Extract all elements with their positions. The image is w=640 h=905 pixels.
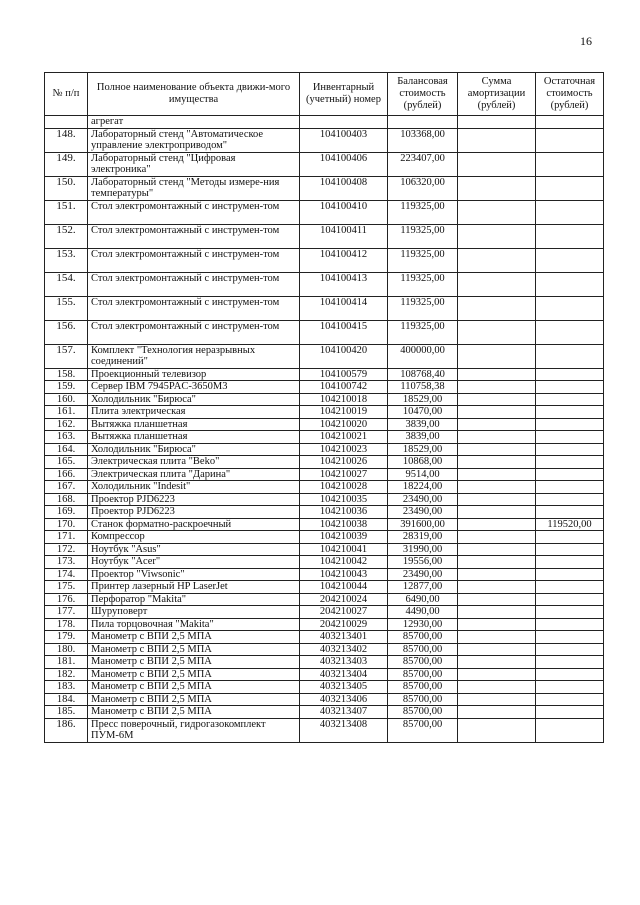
table-row bbox=[45, 443, 604, 456]
row-amortization bbox=[458, 493, 536, 506]
table-row bbox=[45, 393, 604, 406]
row-inventory-number: 104100406 bbox=[300, 152, 388, 176]
row-name: Стол электромонтажный с инструмен-том bbox=[88, 248, 300, 272]
row-name: Манометр с ВПИ 2,5 МПА bbox=[88, 656, 300, 669]
table-row bbox=[45, 556, 604, 569]
row-residual bbox=[536, 668, 604, 681]
row-number: 154. bbox=[45, 272, 88, 296]
row-balance: 85700,00 bbox=[388, 643, 458, 656]
table-row bbox=[45, 381, 604, 394]
row-number: 162. bbox=[45, 418, 88, 431]
row-inventory-number: 403213401 bbox=[300, 631, 388, 644]
row-balance: 106320,00 bbox=[388, 176, 458, 200]
page-number: 16 bbox=[580, 34, 592, 48]
table-row bbox=[45, 506, 604, 519]
row-balance: 31990,00 bbox=[388, 543, 458, 556]
row-amortization bbox=[458, 506, 536, 519]
row-inventory-number: 104100742 bbox=[300, 381, 388, 394]
row-balance: 119325,00 bbox=[388, 320, 458, 344]
row-number: 149. bbox=[45, 152, 88, 176]
row-balance: 12930,00 bbox=[388, 618, 458, 631]
row-balance: 119325,00 bbox=[388, 272, 458, 296]
row-inventory-number: 104100579 bbox=[300, 368, 388, 381]
table-row bbox=[45, 468, 604, 481]
row-name: Электрическая плита "Дарина" bbox=[88, 468, 300, 481]
row-inventory-number: 403213402 bbox=[300, 643, 388, 656]
row-number: 184. bbox=[45, 693, 88, 706]
col-header-amortization: Сумма амортизации (рублей) bbox=[458, 73, 536, 116]
row-amortization bbox=[458, 344, 536, 368]
row-balance: 23490,00 bbox=[388, 506, 458, 519]
row-residual bbox=[536, 481, 604, 494]
row-name: Манометр с ВПИ 2,5 МПА bbox=[88, 668, 300, 681]
row-name: Стол электромонтажный с инструмен-том bbox=[88, 200, 300, 224]
table-row bbox=[45, 618, 604, 631]
row-inventory-number: 104210028 bbox=[300, 481, 388, 494]
row-number: 178. bbox=[45, 618, 88, 631]
row-residual bbox=[536, 643, 604, 656]
table-row bbox=[45, 406, 604, 419]
row-amortization bbox=[458, 693, 536, 706]
row-name: Плита электрическая bbox=[88, 406, 300, 419]
col-header-balance: Балансовая стоимость (рублей) bbox=[388, 73, 458, 116]
row-number: 158. bbox=[45, 368, 88, 381]
row-residual bbox=[536, 248, 604, 272]
row-balance: 6490,00 bbox=[388, 593, 458, 606]
row-number: 166. bbox=[45, 468, 88, 481]
row-residual bbox=[536, 581, 604, 594]
row-number: 156. bbox=[45, 320, 88, 344]
row-inventory-number: 104210021 bbox=[300, 431, 388, 444]
row-residual bbox=[536, 456, 604, 469]
row-balance: 10868,00 bbox=[388, 456, 458, 469]
row-residual bbox=[536, 418, 604, 431]
row-number: 182. bbox=[45, 668, 88, 681]
row-inventory-number: 104100408 bbox=[300, 176, 388, 200]
row-residual bbox=[536, 272, 604, 296]
row-number: 172. bbox=[45, 543, 88, 556]
row-residual bbox=[536, 296, 604, 320]
row-residual bbox=[536, 543, 604, 556]
row-inventory-number: 204210027 bbox=[300, 606, 388, 619]
row-name: Вытяжка планшетная bbox=[88, 431, 300, 444]
col-header-residual: Остаточная стоимость (рублей) bbox=[536, 73, 604, 116]
row-number: 174. bbox=[45, 568, 88, 581]
row-number: 163. bbox=[45, 431, 88, 444]
row-balance: 9514,00 bbox=[388, 468, 458, 481]
row-balance: 85700,00 bbox=[388, 706, 458, 719]
row-balance: 28319,00 bbox=[388, 531, 458, 544]
row-name: Ноутбук "Acer" bbox=[88, 556, 300, 569]
row-residual bbox=[536, 224, 604, 248]
table-row bbox=[45, 543, 604, 556]
row-balance: 391600,00 bbox=[388, 518, 458, 531]
row-name: Электрическая плита "Beko" bbox=[88, 456, 300, 469]
row-balance: 85700,00 bbox=[388, 718, 458, 742]
row-name: Сервер IBM 7945PAC-3650M3 bbox=[88, 381, 300, 394]
row-amortization bbox=[458, 272, 536, 296]
row-residual bbox=[536, 493, 604, 506]
row-residual bbox=[536, 200, 604, 224]
row-balance: 85700,00 bbox=[388, 668, 458, 681]
row-balance: 85700,00 bbox=[388, 681, 458, 694]
row-residual bbox=[536, 568, 604, 581]
row-amortization bbox=[458, 176, 536, 200]
row-amortization bbox=[458, 631, 536, 644]
row-inventory-number: 104100412 bbox=[300, 248, 388, 272]
row-number: 183. bbox=[45, 681, 88, 694]
table-row bbox=[45, 418, 604, 431]
row-balance: 85700,00 bbox=[388, 631, 458, 644]
row-number: 152. bbox=[45, 224, 88, 248]
row-name: Перфоратор "Makita" bbox=[88, 593, 300, 606]
row-amortization bbox=[458, 224, 536, 248]
table-row bbox=[45, 272, 604, 296]
col-header-inventory: Инвентарный (учетный) номер bbox=[300, 73, 388, 116]
row-amortization bbox=[458, 568, 536, 581]
table-row bbox=[45, 531, 604, 544]
row-number: 159. bbox=[45, 381, 88, 394]
row-number: 150. bbox=[45, 176, 88, 200]
row-name: Холодильник "Indesit" bbox=[88, 481, 300, 494]
row-inventory-number: 104210039 bbox=[300, 531, 388, 544]
row-number: 180. bbox=[45, 643, 88, 656]
row-balance: 103368,00 bbox=[388, 128, 458, 152]
table-row bbox=[45, 593, 604, 606]
row-name: Проекционный телевизор bbox=[88, 368, 300, 381]
row-inventory-number: 204210024 bbox=[300, 593, 388, 606]
row-number: 168. bbox=[45, 493, 88, 506]
row-residual bbox=[536, 656, 604, 669]
row-residual bbox=[536, 344, 604, 368]
row-name: Стол электромонтажный с инструмен-том bbox=[88, 272, 300, 296]
row-amortization bbox=[458, 606, 536, 619]
row-inventory-number: 104210038 bbox=[300, 518, 388, 531]
row-residual bbox=[536, 381, 604, 394]
row-balance: 108768,40 bbox=[388, 368, 458, 381]
row-balance: 18529,00 bbox=[388, 443, 458, 456]
row-inventory-number: 403213407 bbox=[300, 706, 388, 719]
row-balance: 23490,00 bbox=[388, 493, 458, 506]
row-inventory-number: 403213404 bbox=[300, 668, 388, 681]
row-balance: 23490,00 bbox=[388, 568, 458, 581]
col-header-num: № п/п bbox=[45, 73, 88, 116]
row-inventory-number: 104100410 bbox=[300, 200, 388, 224]
row-balance: 110758,38 bbox=[388, 381, 458, 394]
row-residual bbox=[536, 368, 604, 381]
row-residual bbox=[536, 631, 604, 644]
row-amortization bbox=[458, 381, 536, 394]
row-number: 157. bbox=[45, 344, 88, 368]
row-inventory-number: 104210043 bbox=[300, 568, 388, 581]
row-inventory-number: 104210042 bbox=[300, 556, 388, 569]
row-balance: 85700,00 bbox=[388, 693, 458, 706]
row-name: Манометр с ВПИ 2,5 МПА bbox=[88, 706, 300, 719]
row-amortization bbox=[458, 368, 536, 381]
row-balance: 119325,00 bbox=[388, 224, 458, 248]
row-inventory-number: 104210023 bbox=[300, 443, 388, 456]
table-row bbox=[45, 656, 604, 669]
row-balance: 10470,00 bbox=[388, 406, 458, 419]
row-number: 167. bbox=[45, 481, 88, 494]
row-name: Манометр с ВПИ 2,5 МПА bbox=[88, 681, 300, 694]
row-number: 155. bbox=[45, 296, 88, 320]
table-row bbox=[45, 581, 604, 594]
row-amortization bbox=[458, 718, 536, 742]
row-amortization bbox=[458, 581, 536, 594]
row-amortization bbox=[458, 593, 536, 606]
row-residual bbox=[536, 693, 604, 706]
row-name: Манометр с ВПИ 2,5 МПА bbox=[88, 631, 300, 644]
row-number: 175. bbox=[45, 581, 88, 594]
row-name: Пресс поверочный, гидрогазокомплект ПУМ-6М bbox=[88, 718, 300, 742]
table-row bbox=[45, 344, 604, 368]
row-balance: 4490,00 bbox=[388, 606, 458, 619]
table-row bbox=[45, 606, 604, 619]
row-name: Манометр с ВПИ 2,5 МПА bbox=[88, 643, 300, 656]
row-inventory-number: 403213403 bbox=[300, 656, 388, 669]
row-inventory-number: 104100415 bbox=[300, 320, 388, 344]
row-inventory-number: 104210019 bbox=[300, 406, 388, 419]
row-name: Холодильник "Бирюса" bbox=[88, 393, 300, 406]
row-name: Проектор "Viwsonic" bbox=[88, 568, 300, 581]
row-amortization bbox=[458, 543, 536, 556]
row-amortization bbox=[458, 681, 536, 694]
table-row bbox=[45, 431, 604, 444]
col-header-name: Полное наименование объекта движи-мого имущества bbox=[88, 73, 300, 116]
row-balance: 85700,00 bbox=[388, 656, 458, 669]
row-amortization bbox=[458, 481, 536, 494]
table-row bbox=[45, 320, 604, 344]
row-residual bbox=[536, 443, 604, 456]
row-number: 151. bbox=[45, 200, 88, 224]
table-row bbox=[45, 176, 604, 200]
table-row bbox=[45, 368, 604, 381]
row-number: 176. bbox=[45, 593, 88, 606]
row-residual bbox=[536, 606, 604, 619]
inventory-table bbox=[44, 72, 604, 743]
table-row bbox=[45, 706, 604, 719]
row-amortization bbox=[458, 518, 536, 531]
table-row bbox=[45, 681, 604, 694]
row-name: Шуруповерт bbox=[88, 606, 300, 619]
row-residual bbox=[536, 593, 604, 606]
row-inventory-number: 104210027 bbox=[300, 468, 388, 481]
row-inventory-number: 104210036 bbox=[300, 506, 388, 519]
row-balance: 119325,00 bbox=[388, 248, 458, 272]
row-name: Лабораторный стенд "Цифровая электроника" bbox=[88, 152, 300, 176]
table-row bbox=[45, 631, 604, 644]
row-number: 173. bbox=[45, 556, 88, 569]
row-inventory-number: 204210029 bbox=[300, 618, 388, 631]
table-row bbox=[45, 693, 604, 706]
row-balance: 119325,00 bbox=[388, 200, 458, 224]
row-name: Станок форматно-раскроечный bbox=[88, 518, 300, 531]
row-balance: 12877,00 bbox=[388, 581, 458, 594]
row-residual bbox=[536, 718, 604, 742]
row-inventory-number: 104100403 bbox=[300, 128, 388, 152]
row-inventory-number: 104210044 bbox=[300, 581, 388, 594]
row-balance: 18224,00 bbox=[388, 481, 458, 494]
row-amortization bbox=[458, 248, 536, 272]
row-inventory-number: 403213408 bbox=[300, 718, 388, 742]
row-residual: 119520,00 bbox=[536, 518, 604, 531]
table-row bbox=[45, 456, 604, 469]
continuation-row bbox=[45, 116, 604, 129]
row-name: Принтер лазерный HP LaserJet bbox=[88, 581, 300, 594]
table-row bbox=[45, 152, 604, 176]
row-inventory-number: 403213405 bbox=[300, 681, 388, 694]
table-header-row bbox=[45, 73, 604, 116]
row-residual bbox=[536, 320, 604, 344]
row-name: Компрессор bbox=[88, 531, 300, 544]
row-name: Стол электромонтажный с инструмен-том bbox=[88, 296, 300, 320]
row-inventory-number: 104100420 bbox=[300, 344, 388, 368]
row-balance: 223407,00 bbox=[388, 152, 458, 176]
row-number: 160. bbox=[45, 393, 88, 406]
row-residual bbox=[536, 531, 604, 544]
row-amortization bbox=[458, 643, 536, 656]
row-number: 164. bbox=[45, 443, 88, 456]
row-amortization bbox=[458, 418, 536, 431]
row-balance: 400000,00 bbox=[388, 344, 458, 368]
row-residual bbox=[536, 618, 604, 631]
row-inventory-number: 104210020 bbox=[300, 418, 388, 431]
row-residual bbox=[536, 468, 604, 481]
row-inventory-number: 104210026 bbox=[300, 456, 388, 469]
row-number: 179. bbox=[45, 631, 88, 644]
row-number: 153. bbox=[45, 248, 88, 272]
row-number: 148. bbox=[45, 128, 88, 152]
row-amortization bbox=[458, 406, 536, 419]
row-name: Проектор PJD6223 bbox=[88, 506, 300, 519]
row-name: Ноутбук "Asus" bbox=[88, 543, 300, 556]
row-residual bbox=[536, 393, 604, 406]
row-amortization bbox=[458, 393, 536, 406]
row-amortization bbox=[458, 556, 536, 569]
row-inventory-number: 104210018 bbox=[300, 393, 388, 406]
row-number: 177. bbox=[45, 606, 88, 619]
row-name: Лабораторный стенд "Методы измере-ния температуры" bbox=[88, 176, 300, 200]
row-number: 165. bbox=[45, 456, 88, 469]
row-amortization bbox=[458, 468, 536, 481]
row-residual bbox=[536, 128, 604, 152]
table-row bbox=[45, 518, 604, 531]
row-number: 186. bbox=[45, 718, 88, 742]
row-residual bbox=[536, 176, 604, 200]
row-name: Манометр с ВПИ 2,5 МПА bbox=[88, 693, 300, 706]
row-name: Пила торцовочная "Makita" bbox=[88, 618, 300, 631]
table-row bbox=[45, 668, 604, 681]
row-amortization bbox=[458, 456, 536, 469]
row-residual bbox=[536, 506, 604, 519]
row-amortization bbox=[458, 128, 536, 152]
row-amortization bbox=[458, 531, 536, 544]
row-inventory-number: 403213406 bbox=[300, 693, 388, 706]
row-amortization bbox=[458, 668, 536, 681]
table-row bbox=[45, 128, 604, 152]
row-balance: 19556,00 bbox=[388, 556, 458, 569]
row-amortization bbox=[458, 200, 536, 224]
row-name: Стол электромонтажный с инструмен-том bbox=[88, 320, 300, 344]
table-row bbox=[45, 200, 604, 224]
row-name: Проектор PJD6223 bbox=[88, 493, 300, 506]
row-amortization bbox=[458, 152, 536, 176]
row-amortization bbox=[458, 618, 536, 631]
row-amortization bbox=[458, 431, 536, 444]
row-inventory-number: 104100411 bbox=[300, 224, 388, 248]
table-row bbox=[45, 643, 604, 656]
row-amortization bbox=[458, 296, 536, 320]
row-balance: 119325,00 bbox=[388, 296, 458, 320]
row-amortization bbox=[458, 443, 536, 456]
row-residual bbox=[536, 556, 604, 569]
row-amortization bbox=[458, 706, 536, 719]
row-residual bbox=[536, 706, 604, 719]
continuation-name: агрегат bbox=[88, 116, 300, 129]
table-row bbox=[45, 296, 604, 320]
row-residual bbox=[536, 681, 604, 694]
row-number: 169. bbox=[45, 506, 88, 519]
row-inventory-number: 104210035 bbox=[300, 493, 388, 506]
row-amortization bbox=[458, 320, 536, 344]
row-inventory-number: 104100414 bbox=[300, 296, 388, 320]
row-name: Комплект "Технология неразрывных соединений" bbox=[88, 344, 300, 368]
row-balance: 3839,00 bbox=[388, 431, 458, 444]
row-balance: 18529,00 bbox=[388, 393, 458, 406]
row-name: Лабораторный стенд "Автоматическое управление электроприводом" bbox=[88, 128, 300, 152]
row-number: 161. bbox=[45, 406, 88, 419]
table-row bbox=[45, 568, 604, 581]
row-balance: 3839,00 bbox=[388, 418, 458, 431]
row-residual bbox=[536, 406, 604, 419]
row-inventory-number: 104210041 bbox=[300, 543, 388, 556]
row-number: 171. bbox=[45, 531, 88, 544]
row-number: 185. bbox=[45, 706, 88, 719]
row-residual bbox=[536, 152, 604, 176]
row-name: Холодильник "Бирюса" bbox=[88, 443, 300, 456]
table-row bbox=[45, 248, 604, 272]
row-residual bbox=[536, 431, 604, 444]
table-row bbox=[45, 224, 604, 248]
table-row bbox=[45, 493, 604, 506]
row-number: 170. bbox=[45, 518, 88, 531]
row-inventory-number: 104100413 bbox=[300, 272, 388, 296]
row-number: 181. bbox=[45, 656, 88, 669]
row-amortization bbox=[458, 656, 536, 669]
row-name: Вытяжка планшетная bbox=[88, 418, 300, 431]
table-row bbox=[45, 481, 604, 494]
row-name: Стол электромонтажный с инструмен-том bbox=[88, 224, 300, 248]
table-row bbox=[45, 718, 604, 742]
